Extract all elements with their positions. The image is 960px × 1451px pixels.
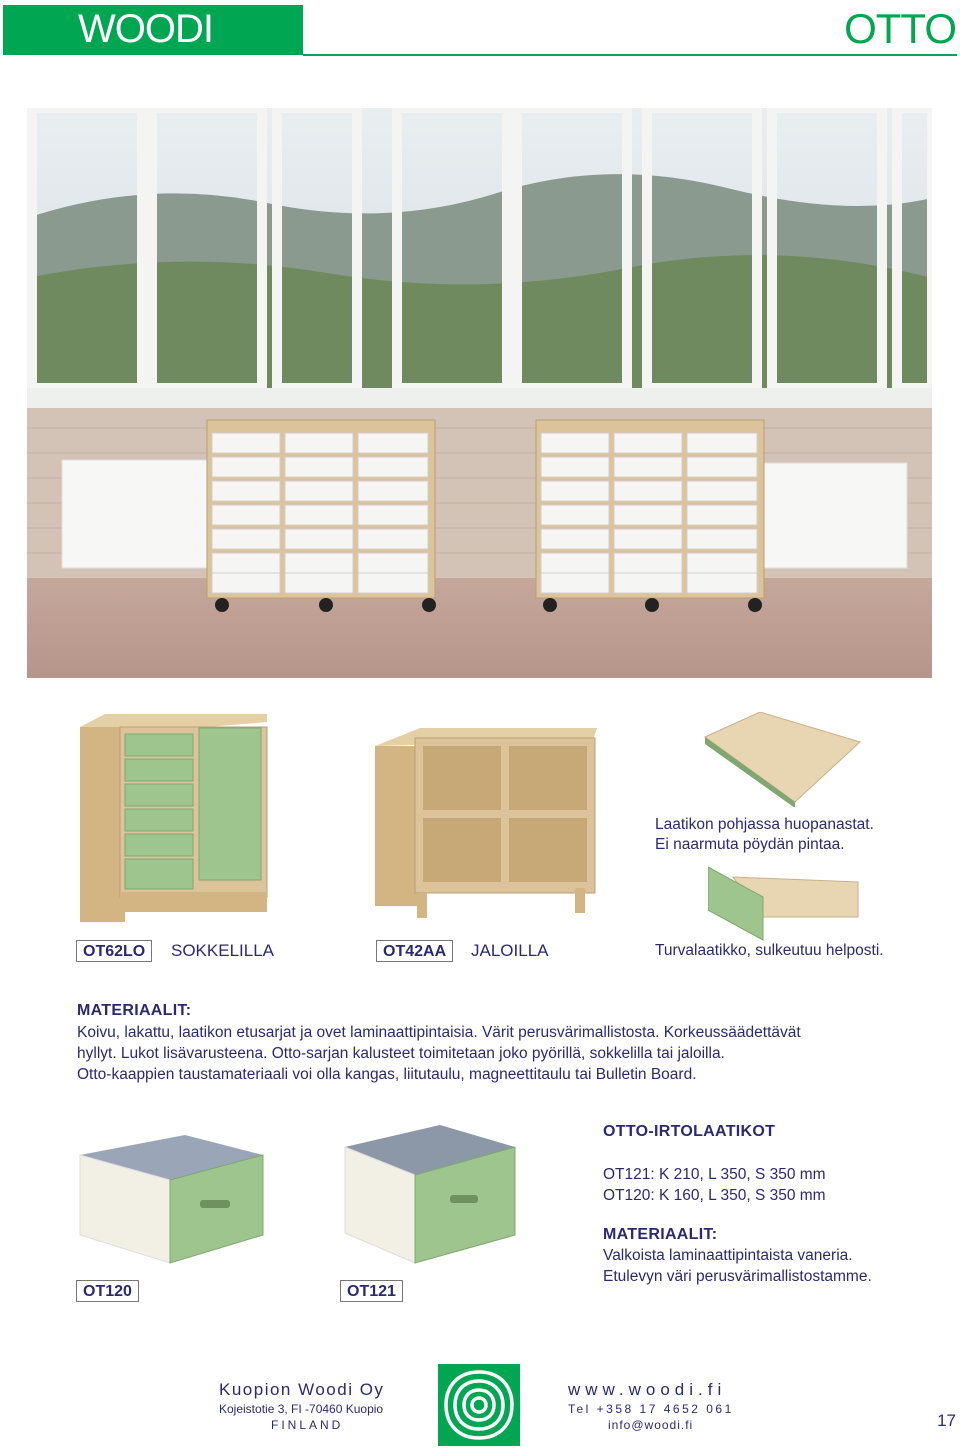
- company-country: FINLAND: [271, 1418, 344, 1432]
- product-code-ot62lo: OT62LO: [76, 940, 152, 962]
- page-number: 17: [937, 1411, 956, 1430]
- drawer-note-line1: Laatikon pohjassa huopanastat.: [655, 816, 874, 833]
- product-image-ot62lo: [75, 712, 270, 922]
- product-code-ot42aa: OT42AA: [376, 940, 453, 962]
- spec-ot120: OT120: K 160, L 350, S 350 mm: [603, 1187, 826, 1204]
- loose-drawers-material-line: Valkoista laminaattipintaista vaneria.: [603, 1247, 853, 1264]
- drawer-bottom-image: [700, 712, 865, 807]
- materials-heading: MATERIAALIT:: [77, 1002, 192, 1019]
- company-name: Kuopion Woodi Oy: [219, 1380, 385, 1399]
- brand-name: WOODI: [78, 7, 213, 51]
- box-code-ot120: OT120: [76, 1280, 139, 1302]
- box-image-ot120: [75, 1135, 265, 1265]
- box-code-ot121: OT121: [340, 1280, 403, 1302]
- series-title: OTTO: [844, 5, 956, 52]
- spec-ot121: OT121: K 210, L 350, S 350 mm: [603, 1166, 826, 1183]
- materials-line: Otto-kaappien taustamateriaali voi olla kangas, liitutaulu, magneettitaulu tai Bulletin Board.: [77, 1066, 697, 1083]
- website[interactable]: www.woodi.fi: [568, 1380, 727, 1399]
- safety-drawer-image: [708, 862, 863, 942]
- telephone: Tel +358 17 4652 061: [568, 1402, 734, 1416]
- materials-line: Koivu, lakattu, laatikon etusarjat ja ovet laminaattipintaisia. Värit perusvärimallistosta. Korkeussäädettävät: [77, 1024, 801, 1041]
- box-image-ot121: [340, 1125, 518, 1265]
- email[interactable]: info@woodi.fi: [608, 1418, 694, 1432]
- woodi-logo: [438, 1364, 520, 1446]
- hero-photo: [27, 108, 932, 678]
- materials-line: hyllyt. Lukot lisävarusteena. Otto-sarjan kalusteet toimitetaan joko pyörillä, sokkelilla tai jaloilla.: [77, 1045, 725, 1062]
- loose-drawers-material-line: Etulevyn väri perusvärimallistostamme.: [603, 1268, 872, 1285]
- drawer-note-line2: Ei naarmuta pöydän pintaa.: [655, 836, 845, 853]
- loose-drawers-materials-heading: MATERIAALIT:: [603, 1226, 718, 1243]
- product-label-ot42aa: JALOILLA: [471, 941, 549, 960]
- loose-drawers-heading: OTTO-IRTOLAATIKOT: [603, 1123, 776, 1140]
- safety-drawer-note: Turvalaatikko, sulkeutuu helposti.: [655, 942, 884, 959]
- product-image-ot42aa: [375, 728, 600, 920]
- header-rule: [303, 54, 957, 56]
- company-address: Kojeistotie 3, FI -70460 Kuopio: [219, 1402, 384, 1416]
- product-label-ot62lo: SOKKELILLA: [171, 941, 275, 960]
